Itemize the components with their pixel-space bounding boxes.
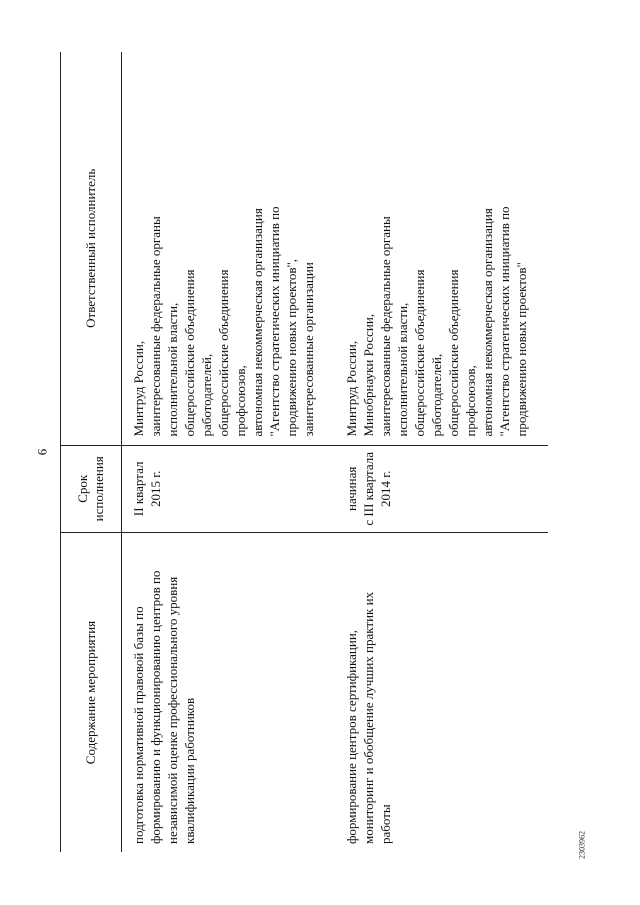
executor-line: "Агентство стратегических инициатив по — [497, 206, 512, 437]
executor-line: автономная некоммерческая организация — [250, 208, 265, 437]
header-term-line: исполнения — [91, 456, 106, 522]
table-row — [122, 52, 336, 852]
executor-line: Минобрнауки России, — [361, 313, 376, 437]
header-executor: Ответственный исполнитель — [61, 52, 122, 445]
content-line: формирование центров сертификации, — [344, 629, 359, 844]
content-line: работы — [378, 804, 393, 844]
table-header — [61, 52, 122, 852]
executor-line: продвижению новых проектов" — [514, 262, 529, 437]
executor-line: работодателей, — [199, 353, 214, 437]
executor-line: "Агентство стратегических инициатив по — [267, 206, 282, 437]
executor-line: исполнительной власти, — [395, 302, 410, 437]
content-line: формированию и функционированию центров по — [148, 570, 163, 844]
executor-line: продвижению новых проектов", — [284, 258, 299, 437]
content-cell — [122, 533, 336, 852]
header-row — [61, 52, 122, 852]
header-term-line: Срок — [75, 474, 90, 503]
executor-line: работодателей, — [429, 353, 444, 437]
executor-line: общероссийские объединения — [446, 269, 461, 437]
action-plan-table — [60, 52, 548, 852]
content-line: подготовка нормативной правовой базы по — [131, 606, 146, 844]
executor-line: Минтруд России, — [131, 340, 146, 437]
executor-line: заинтересованные организации — [301, 262, 316, 437]
executor-line: общероссийские объединения — [412, 269, 427, 437]
executor-cell — [122, 52, 336, 445]
content-line: мониторинг и обобщение лучших практик их — [361, 591, 376, 844]
page-number: 9 — [35, 448, 50, 456]
term-line: II квартал — [131, 461, 146, 517]
executor-cell — [335, 52, 548, 445]
term-line: 2014 г. — [378, 470, 393, 507]
header-term — [61, 445, 122, 533]
executor-line: профсоюзов, — [233, 365, 248, 437]
header-content: Содержание мероприятия — [61, 533, 122, 852]
executor-line: заинтересованные федеральные органы — [148, 216, 163, 437]
executor-line: автономная некоммерческая организация — [480, 208, 495, 437]
term-cell — [335, 445, 548, 533]
content-line: независимой оценке профессионального уровня — [165, 576, 180, 844]
table-row — [335, 52, 548, 852]
term-line: начиная — [344, 466, 359, 512]
executor-line: общероссийские объединения — [182, 269, 197, 437]
executor-line: Минтруд России, — [344, 340, 359, 437]
term-line: 2015 г. — [148, 470, 163, 507]
executor-line: исполнительной власти, — [165, 302, 180, 437]
document-code: 2303962 — [577, 831, 587, 859]
content-cell — [335, 533, 548, 852]
term-line: с III квартала — [361, 451, 376, 526]
executor-line: профсоюзов, — [463, 365, 478, 437]
term-cell — [122, 445, 336, 533]
content-line: квалификации работников — [182, 697, 197, 844]
executor-line: заинтересованные федеральные органы — [378, 216, 393, 437]
executor-line: общероссийские объединения — [216, 269, 231, 437]
rotated-page-content — [60, 52, 580, 852]
